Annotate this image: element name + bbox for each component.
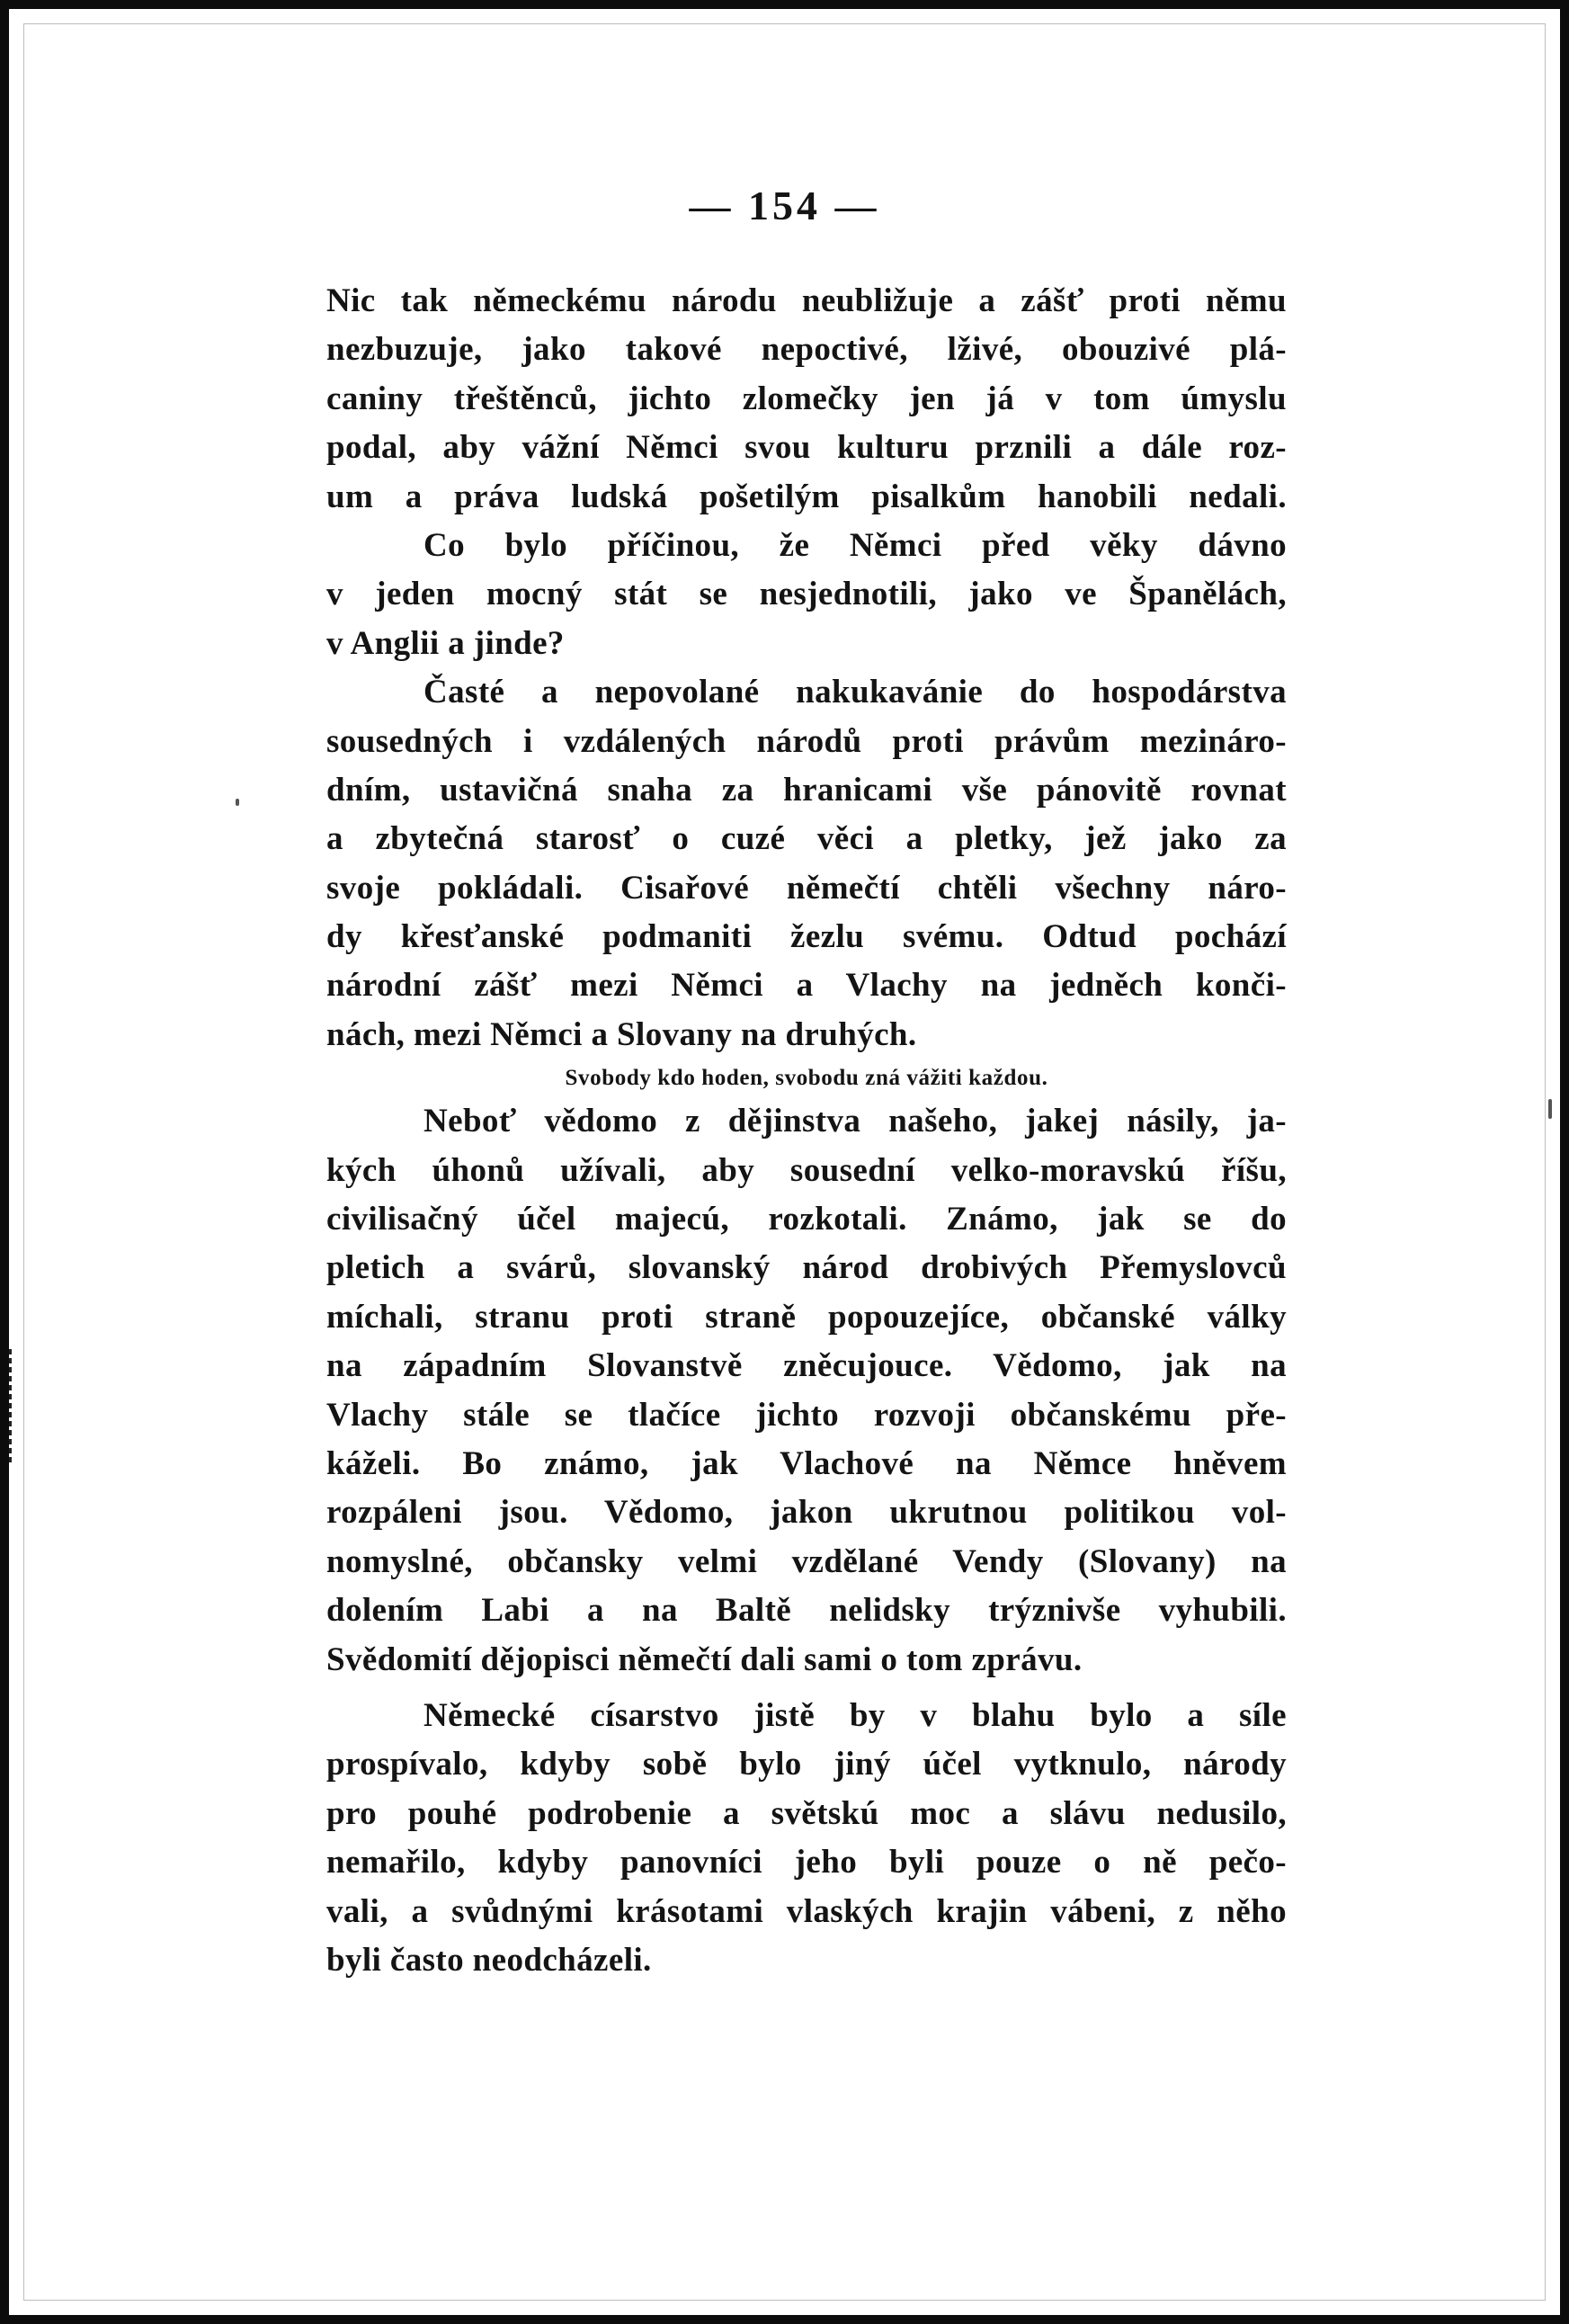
text-line: nemařilo, kdyby panovníci jeho byli pouze o ně pečo- (326, 1844, 1287, 1882)
text-line: na západním Slovanstvě zněcujouce. Vědomo, jak na (326, 1347, 1287, 1385)
text-line: a zbytečná starosť o cuzé věci a pletky, jež jako za (326, 820, 1287, 858)
text-line: Vlachy stále se tlačíce jichto rozvoji občanskému pře- (326, 1396, 1287, 1434)
text-line: nomyslné, občansky velmi vzdělané Vendy (Slovany) na (326, 1542, 1287, 1580)
body-text (326, 277, 1287, 1985)
text-line: Nic tak německému národu neubližuje a zášť proti němu (326, 282, 1287, 319)
paragraph-gap (326, 1685, 1287, 1692)
text-line: dolením Labi a na Baltě nelidsky trýznivše vyhubili. (326, 1592, 1287, 1630)
text-line: um a práva ludská pošetilým pisalkům hanobili nedali. (326, 478, 1287, 515)
text-line: byli často neodcházeli. (326, 1941, 652, 1979)
text-line: Německé císarstvo jistě by v blahu bylo a síle (423, 1696, 1287, 1734)
text-line: nách, mezi Němci a Slovany na druhých. (326, 1015, 917, 1053)
text-line: kých úhonů užívali, aby sousední velko-moravskú říšu, (326, 1151, 1287, 1189)
text-line: národní zášť mezi Němci a Vlachy na jedněch konči- (326, 967, 1287, 1005)
text-line: prospívalo, kdyby sobě bylo jiný účel vytknulo, národy (326, 1746, 1287, 1783)
scan-edge-mark (9, 1349, 12, 1466)
page-number: — 154 — (689, 183, 880, 228)
text-line: míchali, stranu proti straně popouzejíce, občanské války (326, 1298, 1287, 1336)
text-line: Neboť vědomo z dějinstva našeho, jakej násily, ja- (423, 1103, 1287, 1140)
text-line: nezbuzuje, jako takové nepoctivé, lživé, obouzivé plá- (326, 331, 1287, 369)
text-line: caniny třeštěnců, jichto zlomečky jen já v tom úmyslu (326, 380, 1287, 417)
scan-speck (236, 799, 239, 806)
text-line: sousedných i vzdálených národů proti právům mezináro- (326, 722, 1287, 760)
text-line: v Anglii a jinde? (326, 624, 565, 662)
text-line: dy křesťanské podmaniti žezlu svému. Odtud pochází (326, 918, 1287, 956)
text-line: vali, a svůdnými krásotami vlaských krajin vábeni, z něho (326, 1892, 1287, 1930)
text-line: svoje pokládali. Cisařové němečtí chtěli všechny náro- (326, 869, 1287, 907)
text-line: dním, ustavičná snaha za hranicami vše pánovitě rovnat (326, 771, 1287, 809)
motto-line: Svobody kdo hoden, svobodu zná vážiti každou. (565, 1066, 1048, 1091)
text-line: káželi. Bo známo, jak Vlachové na Němce hněvem (326, 1444, 1287, 1482)
text-line: v jeden mocný stát se nesjednotili, jako ve Španělách, (326, 576, 1287, 613)
text-line: Svědomití dějopisci němečtí dali sami o tom zprávu. (326, 1640, 1083, 1678)
text-line: Časté a nepovolané nakukavánie do hospodárstva (423, 674, 1287, 711)
text-line: pletich a svárů, slovanský národ drobivých Přemyslovců (326, 1249, 1287, 1287)
text-line: podal, aby vážní Němci svou kulturu prznili a dále roz- (326, 429, 1287, 467)
text-line: pro pouhé podrobenie a světskú moc a slávu nedusilo, (326, 1794, 1287, 1832)
text-line: rozpáleni jsou. Vědomo, jakon ukrutnou politikou vol- (326, 1494, 1287, 1532)
scan-speck (1548, 1099, 1552, 1119)
text-line: civilisačný účel majecú, rozkotali. Známo, jak se do (326, 1201, 1287, 1238)
text-line: Co bylo příčinou, že Němci před věky dávno (423, 526, 1287, 564)
